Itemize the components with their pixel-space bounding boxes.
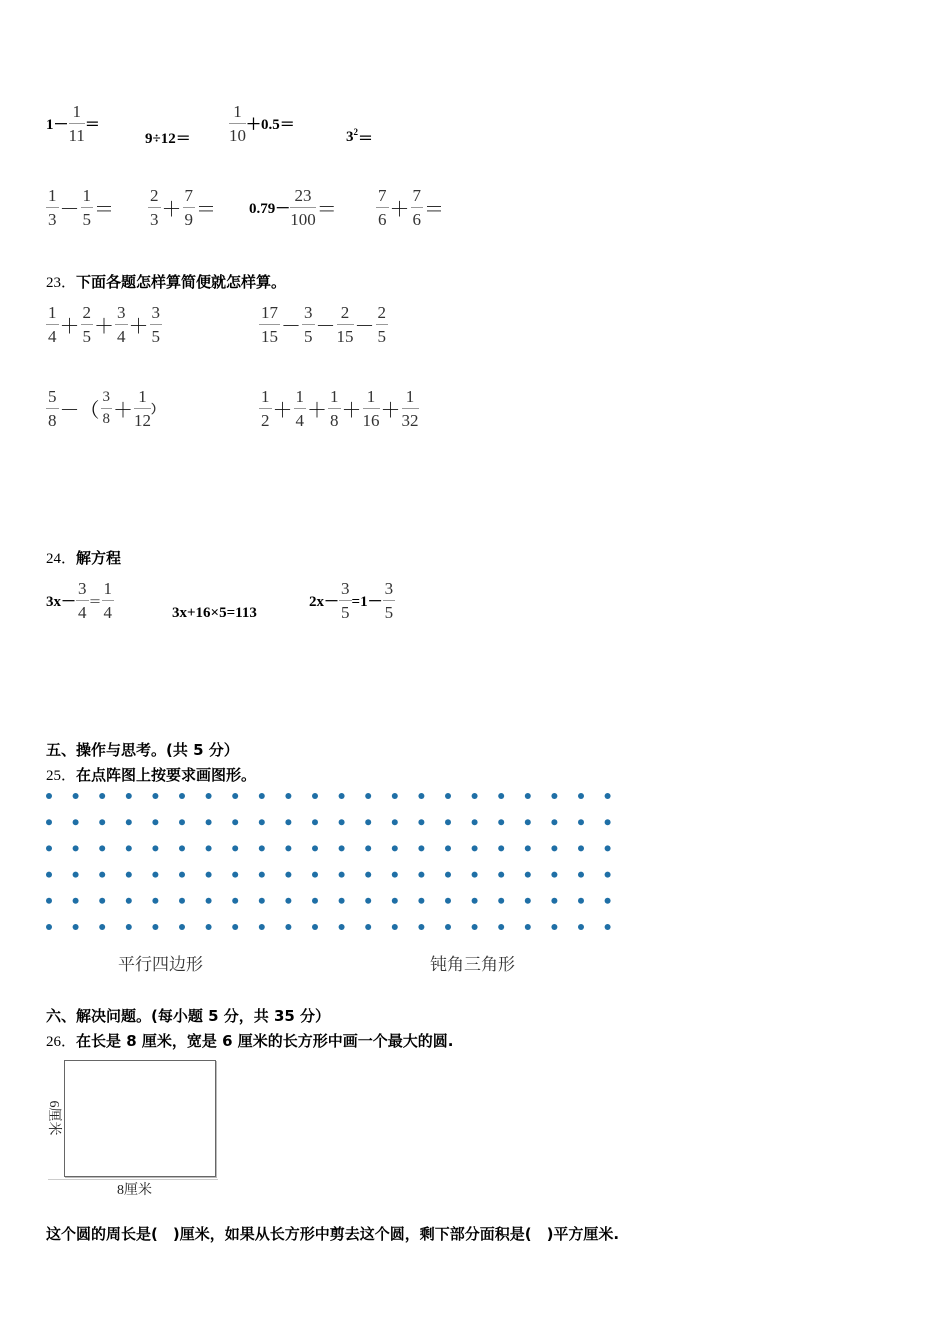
question-26-heading (46, 1030, 453, 1051)
grid-dot[interactable] (259, 845, 265, 851)
fraction: $\frac{1}{3}$ (48, 186, 57, 229)
fraction: $\frac{3}{5}$ (341, 579, 350, 622)
grid-dot[interactable] (498, 793, 504, 799)
grid-dot[interactable] (285, 898, 291, 904)
grid-dot[interactable] (206, 872, 212, 878)
question-number: 25． (46, 768, 77, 784)
grid-dot[interactable] (365, 872, 371, 878)
operator: ＋ (380, 400, 401, 422)
grid-dot[interactable] (312, 898, 318, 904)
grid-dot[interactable] (232, 819, 238, 825)
expr-row2-2 (148, 187, 217, 228)
grid-dot[interactable] (99, 845, 105, 851)
grid-dot[interactable] (418, 845, 424, 851)
grid-dot[interactable] (498, 924, 504, 930)
grid-dot[interactable] (365, 819, 371, 825)
operator: ＋ (307, 400, 327, 422)
grid-dot[interactable] (312, 793, 318, 799)
fraction: $\frac{2}{5}$ (377, 303, 386, 346)
grid-dot[interactable] (312, 872, 318, 878)
equation-2 (172, 605, 257, 622)
expr-text: 3x+16×5=113 (172, 605, 257, 621)
grid-dot[interactable] (73, 872, 79, 878)
length-label: 8厘米 (117, 1183, 152, 1198)
fraction: $\frac{1}{4}$ (295, 387, 304, 430)
grid-dot[interactable] (312, 845, 318, 851)
grid-dot[interactable] (73, 793, 79, 799)
equals: ＝ (424, 199, 444, 221)
grid-dot[interactable] (578, 898, 584, 904)
grid-dot[interactable] (179, 845, 185, 851)
grid-dot[interactable] (179, 898, 185, 904)
expr-text: 2x－ (309, 594, 340, 610)
grid-dot[interactable] (472, 872, 478, 878)
grid-dot[interactable] (126, 898, 132, 904)
fraction: $\frac{3}{5}$ (151, 303, 160, 346)
grid-dot[interactable] (285, 793, 291, 799)
fraction: $\frac{2}{3}$ (150, 186, 159, 229)
operator: ＋ (161, 199, 182, 221)
fraction: $\frac{3}{8}$ (102, 389, 110, 427)
grid-dot[interactable] (392, 819, 398, 825)
grid-dot[interactable] (339, 793, 345, 799)
close-paren: ） (151, 402, 164, 416)
q23-problem-3 (46, 388, 163, 429)
operator: ＋ (341, 400, 362, 422)
operator: ＋ (128, 316, 149, 338)
fraction: $\frac{3}{5}$ (304, 303, 313, 346)
grid-dot[interactable] (551, 845, 557, 851)
grid-dot[interactable] (285, 845, 291, 851)
grid-dot[interactable] (73, 898, 79, 904)
fraction: $\frac{3}{5}$ (384, 579, 394, 622)
expr-row1-3 (229, 103, 295, 144)
grid-dot[interactable] (259, 898, 265, 904)
caption-parallelogram: 平行四边形 (118, 955, 203, 975)
grid-dot[interactable] (73, 819, 79, 825)
operator: ＋ (389, 199, 410, 221)
equation-3 (309, 580, 395, 621)
grid-dot[interactable] (179, 924, 185, 930)
grid-dot[interactable] (339, 898, 345, 904)
grid-dot[interactable] (73, 845, 79, 851)
grid-dot[interactable] (152, 845, 158, 851)
equation-1 (46, 580, 114, 621)
grid-dot[interactable] (206, 898, 212, 904)
question-25-heading (46, 764, 256, 785)
question-title: 在长是 8 厘米，宽是 6 厘米的长方形中画一个最大的圆. (76, 1032, 454, 1050)
grid-dot[interactable] (472, 793, 478, 799)
grid-dot[interactable] (206, 819, 212, 825)
grid-dot[interactable] (551, 872, 557, 878)
grid-dot[interactable] (126, 924, 132, 930)
caption-obtuse-triangle: 钝角三角形 (430, 955, 515, 975)
fraction: $\frac{1}{10}$ (229, 102, 246, 145)
grid-dot[interactable] (418, 793, 424, 799)
grid-dot[interactable] (551, 793, 557, 799)
section-6-title: 六、解决问题。(每小题 5 分，共 35 分） (46, 1007, 331, 1025)
grid-dot[interactable] (152, 819, 158, 825)
grid-dot[interactable] (418, 924, 424, 930)
q23-problem-1 (46, 304, 162, 345)
grid-dot[interactable] (46, 924, 52, 930)
grid-dot[interactable] (498, 898, 504, 904)
grid-dot[interactable] (285, 819, 291, 825)
grid-dot[interactable] (445, 845, 451, 851)
grid-dot[interactable] (126, 872, 132, 878)
grid-dot[interactable] (206, 924, 212, 930)
grid-dot[interactable] (365, 793, 371, 799)
operator: ＋ (59, 316, 80, 338)
grid-dot[interactable] (578, 845, 584, 851)
fraction: $\frac{5}{8}$ (48, 387, 57, 430)
grid-dot[interactable] (605, 845, 611, 851)
grid-dot[interactable] (551, 819, 557, 825)
grid-dot[interactable] (445, 819, 451, 825)
operator: －（ (59, 400, 100, 422)
grid-dot[interactable] (605, 793, 611, 799)
equals: ＝ (88, 594, 102, 609)
grid-dot[interactable] (418, 819, 424, 825)
grid-dot[interactable] (418, 898, 424, 904)
grid-dot[interactable] (525, 819, 531, 825)
grid-dot[interactable] (551, 924, 557, 930)
expr-text: ＝ (84, 117, 100, 133)
grid-dot[interactable] (152, 872, 158, 878)
equals: ＝ (196, 199, 216, 221)
grid-dot[interactable] (551, 898, 557, 904)
fraction: $\frac{2}{15}$ (336, 303, 354, 346)
grid-dot[interactable] (232, 924, 238, 930)
grid-dot[interactable] (152, 924, 158, 930)
grid-dot[interactable] (472, 924, 478, 930)
grid-dot[interactable] (99, 924, 105, 930)
grid-dot[interactable] (392, 872, 398, 878)
grid-dot[interactable] (525, 924, 531, 930)
grid-dot[interactable] (312, 819, 318, 825)
operator: － (315, 316, 336, 338)
question-number: 24． (46, 551, 77, 567)
expr-row2-4 (376, 187, 445, 228)
question-title: 解方程 (76, 549, 122, 567)
fraction: $\frac{1}{12}$ (134, 387, 151, 430)
expr-text: 3x－ (46, 594, 77, 610)
grid-dot[interactable] (46, 845, 52, 851)
grid-dot[interactable] (339, 845, 345, 851)
grid-dot[interactable] (472, 845, 478, 851)
expr-text: 1－ (46, 117, 69, 133)
grid-dot[interactable] (472, 819, 478, 825)
width-label: 6厘米 (46, 1100, 61, 1136)
grid-dot[interactable] (578, 872, 584, 878)
fraction: $\frac{1}{8}$ (330, 387, 339, 430)
grid-dot[interactable] (445, 872, 451, 878)
grid-dot[interactable] (365, 845, 371, 851)
grid-dot[interactable] (73, 924, 79, 930)
grid-dot[interactable] (232, 872, 238, 878)
question-title: 在点阵图上按要求画图形。 (76, 766, 257, 784)
fraction: $\frac{23}{100}$ (290, 186, 316, 229)
expr-row1-4 (346, 127, 373, 148)
fraction: $\frac{3}{4}$ (78, 579, 87, 622)
grid-dot[interactable] (605, 924, 611, 930)
grid-dot[interactable] (206, 793, 212, 799)
grid-dot[interactable] (498, 819, 504, 825)
question-number: 23． (46, 275, 77, 291)
fraction: $\frac{7}{6}$ (378, 186, 387, 229)
grid-dot[interactable] (392, 924, 398, 930)
grid-dot[interactable] (152, 793, 158, 799)
grid-dot[interactable] (126, 819, 132, 825)
grid-dot[interactable] (578, 793, 584, 799)
fraction: $\frac{1}{4}$ (48, 303, 57, 346)
fraction: $\frac{1}{11}$ (68, 102, 85, 145)
grid-dot[interactable] (232, 898, 238, 904)
grid-dot[interactable] (46, 872, 52, 878)
operator: － (281, 316, 301, 338)
operator: － (59, 199, 80, 221)
fraction: $\frac{1}{2}$ (261, 387, 270, 430)
grid-dot[interactable] (578, 819, 584, 825)
question-title: 下面各题怎样算简便就怎样算。 (76, 273, 287, 291)
grid-dot[interactable] (126, 793, 132, 799)
grid-dot[interactable] (152, 898, 158, 904)
fraction: $\frac{17}{15}$ (261, 303, 278, 346)
expr-row1-1 (46, 103, 100, 144)
fraction: $\frac{7}{6}$ (412, 186, 421, 229)
operator: ＋ (272, 400, 293, 422)
question-23-heading (46, 271, 286, 292)
grid-dot[interactable] (206, 845, 212, 851)
grid-dot[interactable] (578, 924, 584, 930)
fraction: $\frac{1}{5}$ (82, 186, 91, 229)
grid-dot[interactable] (605, 819, 611, 825)
section-5-title: 五、操作与思考。(共 5 分） (46, 741, 239, 759)
dot-grid[interactable] (40, 788, 620, 938)
grid-dot[interactable] (99, 872, 105, 878)
grid-dot[interactable] (339, 924, 345, 930)
question-number: 26． (46, 1034, 77, 1050)
grid-dot[interactable] (392, 845, 398, 851)
grid-dot[interactable] (259, 819, 265, 825)
grid-dot[interactable] (339, 819, 345, 825)
operator: － (354, 316, 375, 338)
question-26-prompt: 这个圆的周长是( )厘米，如果从长方形中剪去这个圆，剩下部分面积是( )平方厘米. (46, 1225, 620, 1243)
equals: ＝ (316, 199, 337, 221)
grid-dot[interactable] (605, 872, 611, 878)
grid-dot[interactable] (525, 872, 531, 878)
fraction: $\frac{1}{32}$ (401, 387, 419, 430)
grid-dot[interactable] (232, 793, 238, 799)
q23-problem-2 (259, 304, 388, 345)
grid-dot[interactable] (312, 924, 318, 930)
grid-dot[interactable] (525, 793, 531, 799)
grid-dot[interactable] (126, 845, 132, 851)
grid-dot[interactable] (179, 793, 185, 799)
grid-dot[interactable] (392, 793, 398, 799)
operator: ＋ (94, 316, 114, 338)
grid-dot[interactable] (259, 872, 265, 878)
equals: ＝ (94, 199, 114, 221)
fraction: $\frac{7}{9}$ (184, 186, 193, 229)
question-24-heading (46, 547, 121, 568)
expr-text: 9÷12＝ (145, 131, 191, 147)
grid-dot[interactable] (46, 819, 52, 825)
expr-exponent: 2 (353, 127, 358, 137)
grid-dot[interactable] (339, 872, 345, 878)
expr-text: =1－ (351, 594, 383, 610)
grid-dot[interactable] (392, 898, 398, 904)
grid-dot[interactable] (472, 898, 478, 904)
grid-dot[interactable] (259, 924, 265, 930)
grid-dot[interactable] (99, 898, 105, 904)
grid-dot[interactable] (179, 819, 185, 825)
operator: ＋ (113, 400, 133, 422)
grid-dot[interactable] (365, 898, 371, 904)
grid-dot[interactable] (605, 898, 611, 904)
grid-dot[interactable] (365, 924, 371, 930)
expr-text: 0.79－ (249, 201, 291, 217)
grid-dot[interactable] (99, 793, 105, 799)
grid-dot[interactable] (285, 872, 291, 878)
grid-dot[interactable] (259, 793, 265, 799)
grid-dot[interactable] (525, 845, 531, 851)
rectangle-figure (64, 1060, 216, 1177)
grid-dot[interactable] (418, 872, 424, 878)
grid-dot[interactable] (445, 924, 451, 930)
q23-problem-4 (259, 388, 419, 429)
grid-dot[interactable] (498, 845, 504, 851)
grid-dot[interactable] (46, 898, 52, 904)
expr-row2-3 (249, 187, 338, 228)
grid-dot[interactable] (525, 898, 531, 904)
expr-row1-2 (145, 127, 191, 148)
fraction: $\frac{1}{16}$ (362, 387, 380, 430)
expr-base: 3 (346, 129, 354, 145)
grid-dot[interactable] (232, 845, 238, 851)
fraction: $\frac{1}{4}$ (103, 579, 113, 622)
grid-dot[interactable] (46, 793, 52, 799)
grid-dot[interactable] (498, 872, 504, 878)
expr-text: ＝ (358, 131, 374, 147)
grid-dot[interactable] (445, 793, 451, 799)
fraction: $\frac{3}{4}$ (117, 303, 126, 346)
expr-row2-1 (46, 187, 115, 228)
grid-dot[interactable] (179, 872, 185, 878)
expr-text: ＋0.5＝ (246, 117, 295, 133)
grid-dot[interactable] (445, 898, 451, 904)
grid-dot[interactable] (99, 819, 105, 825)
fraction: $\frac{2}{5}$ (82, 303, 91, 346)
grid-dot[interactable] (285, 924, 291, 930)
